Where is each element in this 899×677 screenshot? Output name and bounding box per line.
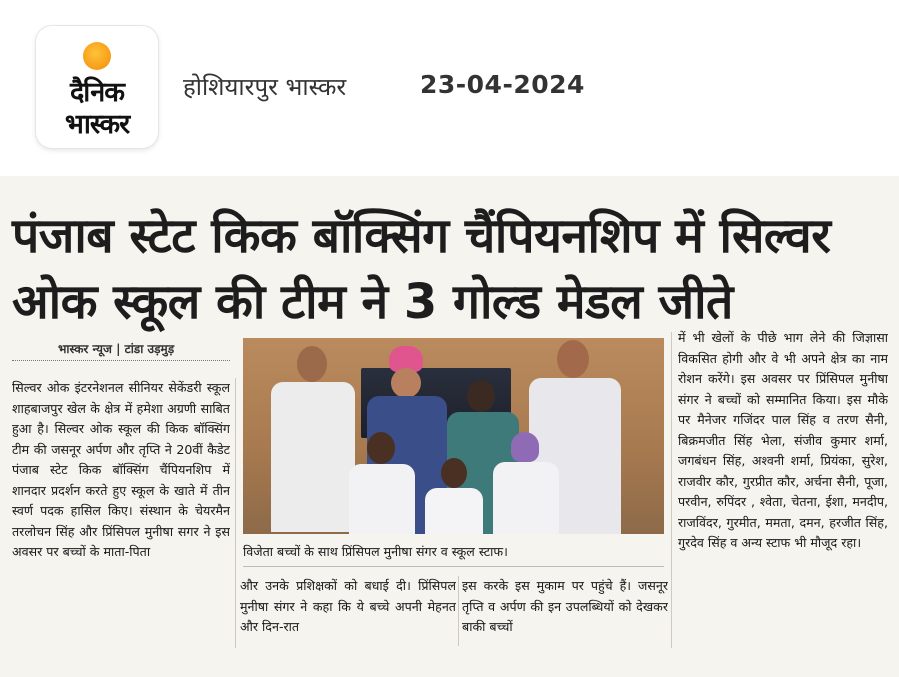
byline-divider bbox=[12, 360, 230, 361]
article-photo bbox=[243, 338, 664, 534]
logo-line-1: दैनिक bbox=[69, 77, 125, 108]
article-column-3 bbox=[462, 576, 668, 646]
column-2-text: और उनके प्रशिक्षकों को बधाई दी। प्रिंसिपल मुनीषा संगर ने कहा कि ये बच्चे अपनी मेहनत और दिन-रात bbox=[240, 578, 456, 634]
column-divider bbox=[671, 332, 672, 648]
headline-line-2: ओक स्कूल की टीम ने 3 गोल्ड मेडल जीते bbox=[12, 274, 733, 330]
column-3-text: इस करके इस मुकाम पर पहुंचे हैं। जसनूर तृप्ति व अर्पण की इन उपलब्धियों को देखकर बाकी बच्चों bbox=[462, 578, 668, 634]
dainik-bhaskar-logo bbox=[36, 26, 158, 148]
column-divider bbox=[458, 576, 459, 646]
byline: भास्कर न्यूज | टांडा उड़मुड़ bbox=[58, 342, 175, 356]
article-column-4 bbox=[678, 328, 888, 650]
edition-date: 23-04-2024 bbox=[420, 70, 585, 99]
logo-line-2: भास्कर bbox=[64, 109, 130, 140]
headline-line-1: पंजाब स्टेट किक बॉक्सिंग चैंपियनशिप में सिल्वर bbox=[12, 208, 831, 264]
caption-divider bbox=[243, 566, 664, 567]
article-column-1 bbox=[12, 378, 230, 648]
sun-icon bbox=[83, 42, 111, 70]
article-column-2 bbox=[240, 576, 456, 646]
photo-caption: विजेता बच्चों के साथ प्रिंसिपल मुनीषा संगर व स्कूल स्टाफ। bbox=[243, 544, 508, 559]
edition-name: होशियारपुर भास्कर bbox=[183, 73, 347, 101]
column-divider bbox=[235, 378, 236, 648]
column-4-text: में भी खेलों के पीछे भाग लेने की जिज्ञासा विकसित होगी और वे भी अपने क्षेत्र का नाम रोशन करेंगे। इस अवसर पर प्रिंसिपल मुनीषा संगर ने बच्चों को सम्मानित किया। इस मौके पर मैनेजर गजिंदर पाल सिंह व तरण सैनी, बिक्रमजीत सिंह भेला, संजीव कुमार शर्मा, जगबंधन सिंह, अश्वनी शर्मा, प्रियंका, सुरेश, राजवीर कौर, गुरप्रीत कौर, अर्चना सैनी, पूजा, परवीन, रुपिंदर , श्वेता, चेतना, ईशा, मनदीप, राजविंदर, गुरमीत, ममता, दमन, हरजीत सिंह, गुरदेव सिंह व अन्य स्टाफ भी मौजूद रहा। bbox=[678, 330, 888, 550]
column-1-text: सिल्वर ओक इंटरनेशनल सीनियर सेकेंडरी स्कूल शाहबाजपुर खेल के क्षेत्र में हमेशा अग्रणी साबित हुआ है। सिल्वर ओक स्कूल की किक बॉक्सिंग टीम की जसनूर अर्पण और तृप्ति ने 20वीं कैडेट पंजाब स्टेट किक बॉक्सिंग चैंपियनशिप में शानदार प्रदर्शन करते हुए स्कूल के खाते में तीन स्वर्ण पदक हासिल किए। संस्थान के चेयरमैन तरलोचन सिंह और प्रिंसिपल मुनीषा सगर ने इस अवसर पर बच्चों के माता-पिता bbox=[12, 380, 230, 559]
